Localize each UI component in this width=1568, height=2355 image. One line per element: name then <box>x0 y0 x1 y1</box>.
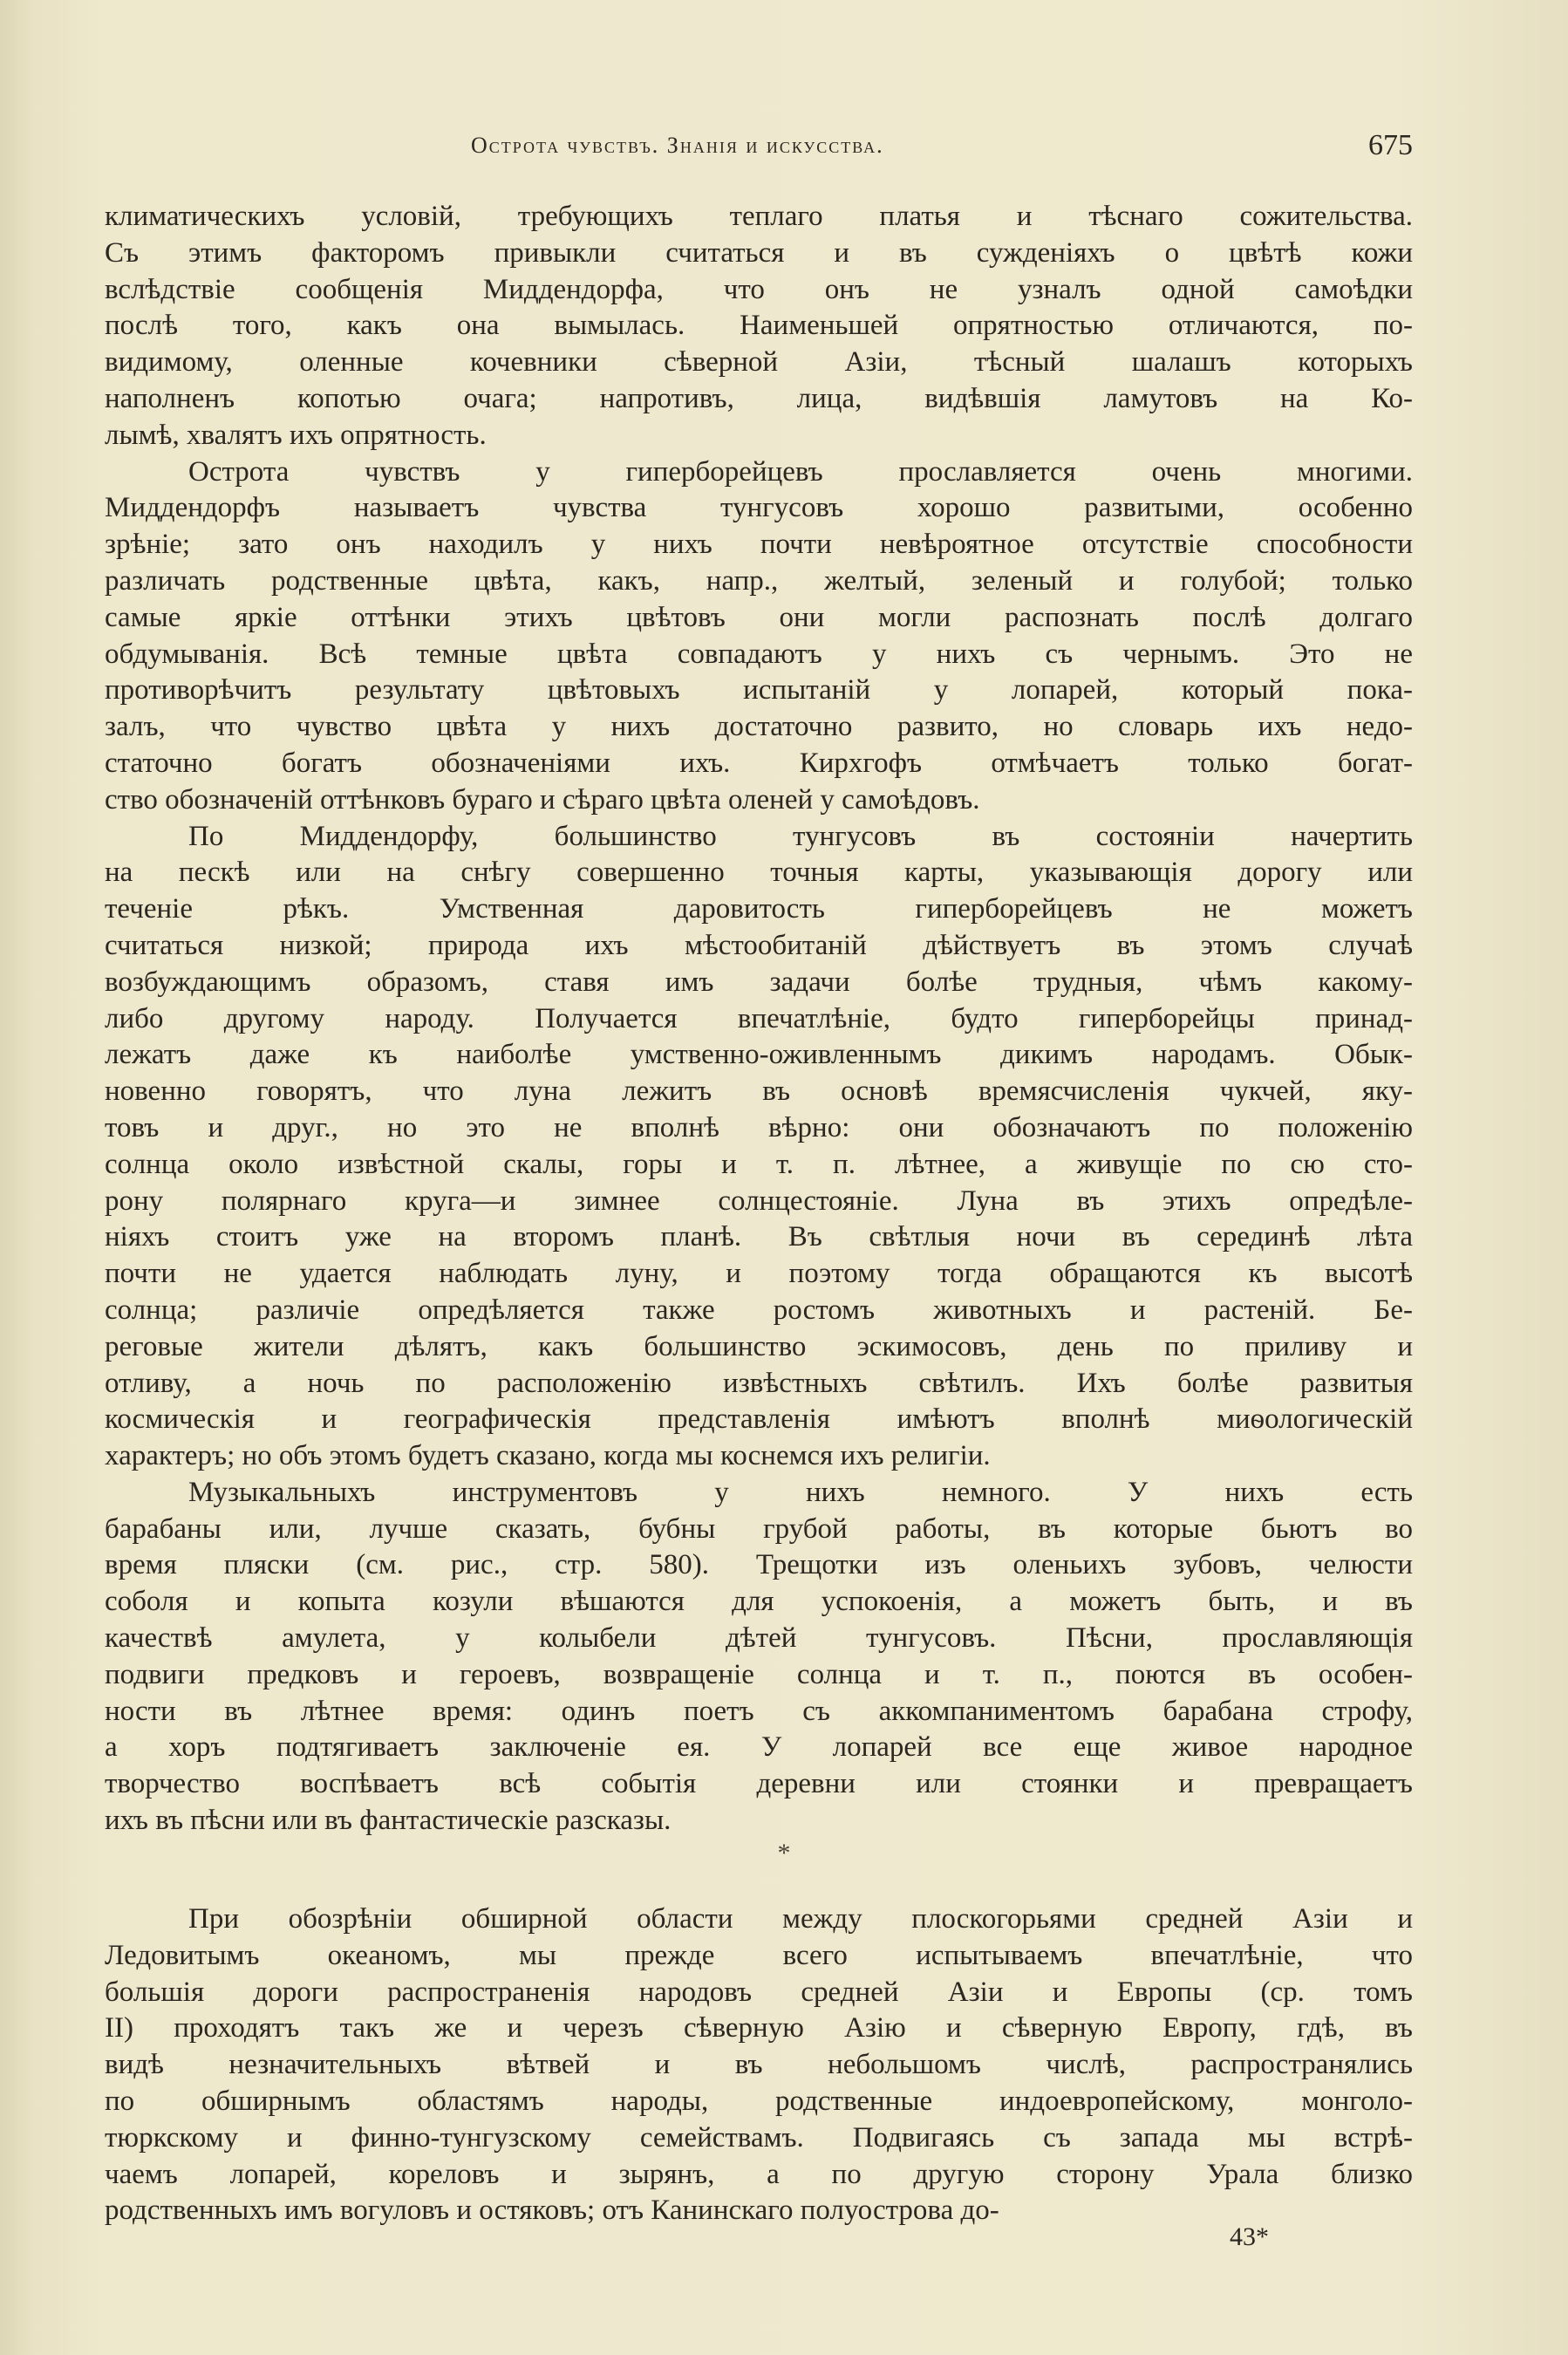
text-line: солнца около извѣстной скалы, горы и т. п. лѣтнее, а живущіе по сю сто- <box>105 1148 1413 1180</box>
text-line: а хоръ подтягиваетъ заключеніе ея. У лопарей все еще живое народное <box>105 1731 1413 1764</box>
text-line: рону полярнаго круга—и зимнее солнцестояніе. Луна въ этихъ опредѣле- <box>105 1184 1413 1217</box>
text-line: вслѣдствіе сообщенія Миддендорфа, что онъ не узналъ одной самоѣдки <box>105 273 1413 305</box>
text-line: по обширнымъ областямъ народы, родственные индоевропейскому, монголо- <box>105 2085 1413 2117</box>
text-line: климатическихъ условій, требующихъ теплаго платья и тѣснаго сожительства. <box>105 201 1413 232</box>
text-line: время пляски (см. рис., стр. 580). Трещотки изъ оленьихъ зубовъ, челюсти <box>105 1549 1413 1581</box>
paragraph-music <box>105 1475 1413 1840</box>
text-line: зрѣніе; зато онъ находилъ у нихъ почти невѣроятное отсутствіе способности <box>105 529 1413 561</box>
paragraph-intellect <box>105 819 1413 1475</box>
text-line: родственныхъ имъ вогуловъ и остяковъ; отъ Канинскаго полуострова до- <box>105 2195 999 2227</box>
text-line: космическія и географическія представленія имѣютъ вполнѣ миѳологическій <box>105 1403 1413 1436</box>
paragraph-overview <box>105 1901 1413 2229</box>
text-line: самые яркіе оттѣнки этихъ цвѣтовъ они могли распознать послѣ долгаго <box>105 601 1413 633</box>
text-line: качествѣ амулета, у колыбели дѣтей тунгусовъ. Пѣсни, прославляющія <box>105 1622 1413 1655</box>
text-line: почти не удается наблюдать луну, и поэтому тогда обращаются къ высотѣ <box>105 1258 1413 1290</box>
text-line: теченіе рѣкъ. Умственная даровитость гиперборейцевъ не можетъ <box>105 893 1413 925</box>
text-line: чаемъ лопарей, кореловъ и зырянъ, а по другую сторону Урала близко <box>105 2158 1413 2190</box>
paragraph-climate <box>105 199 1413 454</box>
page-header <box>105 129 1413 173</box>
text-line: При обозрѣніи обширной области между плоскогорьями средней Азіи и <box>188 1903 1413 1935</box>
text-line: считаться низкой; природа ихъ мѣстообитаній дѣйствуетъ въ этомъ случаѣ <box>105 929 1413 961</box>
body-text-lower <box>105 1901 1413 2229</box>
text-line: возбуждающимъ образомъ, ставя имъ задачи болѣе трудныя, чѣмъ какому- <box>105 966 1413 998</box>
text-line: соболя и копыта козули вѣшаются для успокоенія, а можетъ быть, и въ <box>105 1586 1413 1618</box>
text-line: различать родственные цвѣта, какъ, напр., желтый, зеленый и голубой; только <box>105 564 1413 597</box>
text-line: наполненъ копотью очага; напротивъ, лица, видѣвшія ламутовъ на Ко- <box>105 382 1413 414</box>
text-line: реговые жители дѣлятъ, какъ большинство эскимосовъ, день по приливу и <box>105 1330 1413 1362</box>
text-line: тюркскому и финно-тунгузскому семействамъ. Подвигаясь съ запада мы встрѣ- <box>105 2121 1413 2154</box>
text-line: Миддендорфъ называетъ чувства тунгусовъ хорошо развитыми, особенно <box>105 492 1413 524</box>
text-line: барабаны или, лучше сказать, бубны грубой работы, въ которые бьютъ во <box>105 1512 1413 1545</box>
text-line: противорѣчитъ результату цвѣтовыхъ испытаній у лопарей, который пока- <box>105 674 1413 706</box>
section-separator: * <box>777 1839 791 1867</box>
text-line: ности въ лѣтнее время: одинъ поетъ съ аккомпаниментомъ барабана строфу, <box>105 1695 1413 1727</box>
text-line: Острота чувствъ у гиперборейцевъ прославляется очень многими. <box>188 455 1413 488</box>
body-text <box>105 199 1413 1840</box>
text-line: на пескѣ или на снѣгу совершенно точныя карты, указывающія дорогу или <box>105 857 1413 889</box>
text-line: ство обозначеній оттѣнковъ бураго и сѣраго цвѣта оленей у самоѣдовъ. <box>105 783 980 816</box>
text-line: ихъ въ пѣсни или въ фантастическіе разсказы. <box>105 1805 672 1837</box>
text-line: обдумыванія. Всѣ темные цвѣта совпадаютъ у нихъ съ чернымъ. Это не <box>105 638 1413 670</box>
text-line: солнца; различіе опредѣляется также ростомъ животныхъ и растеній. Бе- <box>105 1294 1413 1326</box>
text-line: По Миддендорфу, большинство тунгусовъ въ состояніи начертить <box>188 820 1413 852</box>
text-line: отливу, а ночь по расположенію извѣстныхъ свѣтилъ. Ихъ болѣе развитыя <box>105 1367 1413 1399</box>
text-line: лежатъ даже къ наиболѣе умственно-оживленнымъ дикимъ народамъ. Обык- <box>105 1039 1413 1071</box>
text-line: видимому, оленные кочевники сѣверной Азіи, тѣсный шалашъ которыхъ <box>105 346 1413 379</box>
text-line: творчество воспѣваетъ всѣ событія деревни или стоянки и превращаетъ <box>105 1768 1413 1800</box>
text-line: большія дороги распространенія народовъ средней Азіи и Европы (ср. томъ <box>105 1976 1413 2008</box>
text-line: II) проходятъ такъ же и черезъ сѣверную Азію и сѣверную Европу, гдѣ, въ <box>105 2012 1413 2044</box>
text-line: товъ и друг., но это не вполнѣ вѣрно: они обозначаютъ по положенію <box>105 1111 1413 1143</box>
text-line: залъ, что чувство цвѣта у нихъ достаточно развито, но словарь ихъ недо- <box>105 711 1413 743</box>
text-line: Музыкальныхъ инструментовъ у нихъ немного. У нихъ есть <box>188 1476 1413 1508</box>
text-line: ніяхъ стоитъ уже на второмъ планѣ. Въ свѣтлыя ночи въ серединѣ лѣта <box>105 1221 1413 1253</box>
text-line: характеръ; но объ этомъ будетъ сказано, когда мы коснемся ихъ религіи. <box>105 1440 991 1472</box>
text-line: либо другому народу. Получается впечатлѣніе, будто гиперборейцы принад- <box>105 1002 1413 1034</box>
text-line: Ледовитымъ океаномъ, мы прежде всего испытываемъ впечатлѣніе, что <box>105 1939 1413 1971</box>
running-head: Острота чувствъ. Знанія и искусства. <box>471 133 884 158</box>
text-line: Съ этимъ факторомъ привыкли считаться и въ сужденіяхъ о цвѣтѣ кожи <box>105 236 1413 269</box>
text-line: статочно богатъ обозначеніями ихъ. Кирхгофъ отмѣчаетъ только богат- <box>105 747 1413 779</box>
signature-mark: 43* <box>1230 2222 1269 2251</box>
text-line: лымѣ, хвалятъ ихъ опрятность. <box>105 419 487 451</box>
text-line: послѣ того, какъ она вымылась. Наименьшей опрятностью отличаются, по- <box>105 310 1413 342</box>
page-number: 675 <box>1368 129 1413 161</box>
text-line: подвиги предковъ и героевъ, возвращеніе солнца и т. п., поются въ особен- <box>105 1658 1413 1690</box>
text-line: новенно говорятъ, что луна лежитъ въ основѣ времясчисленія чукчей, яку- <box>105 1075 1413 1108</box>
paragraph-senses <box>105 454 1413 819</box>
text-line: видѣ незначительныхъ вѣтвей и въ небольшомъ числѣ, распространялись <box>105 2049 1413 2081</box>
